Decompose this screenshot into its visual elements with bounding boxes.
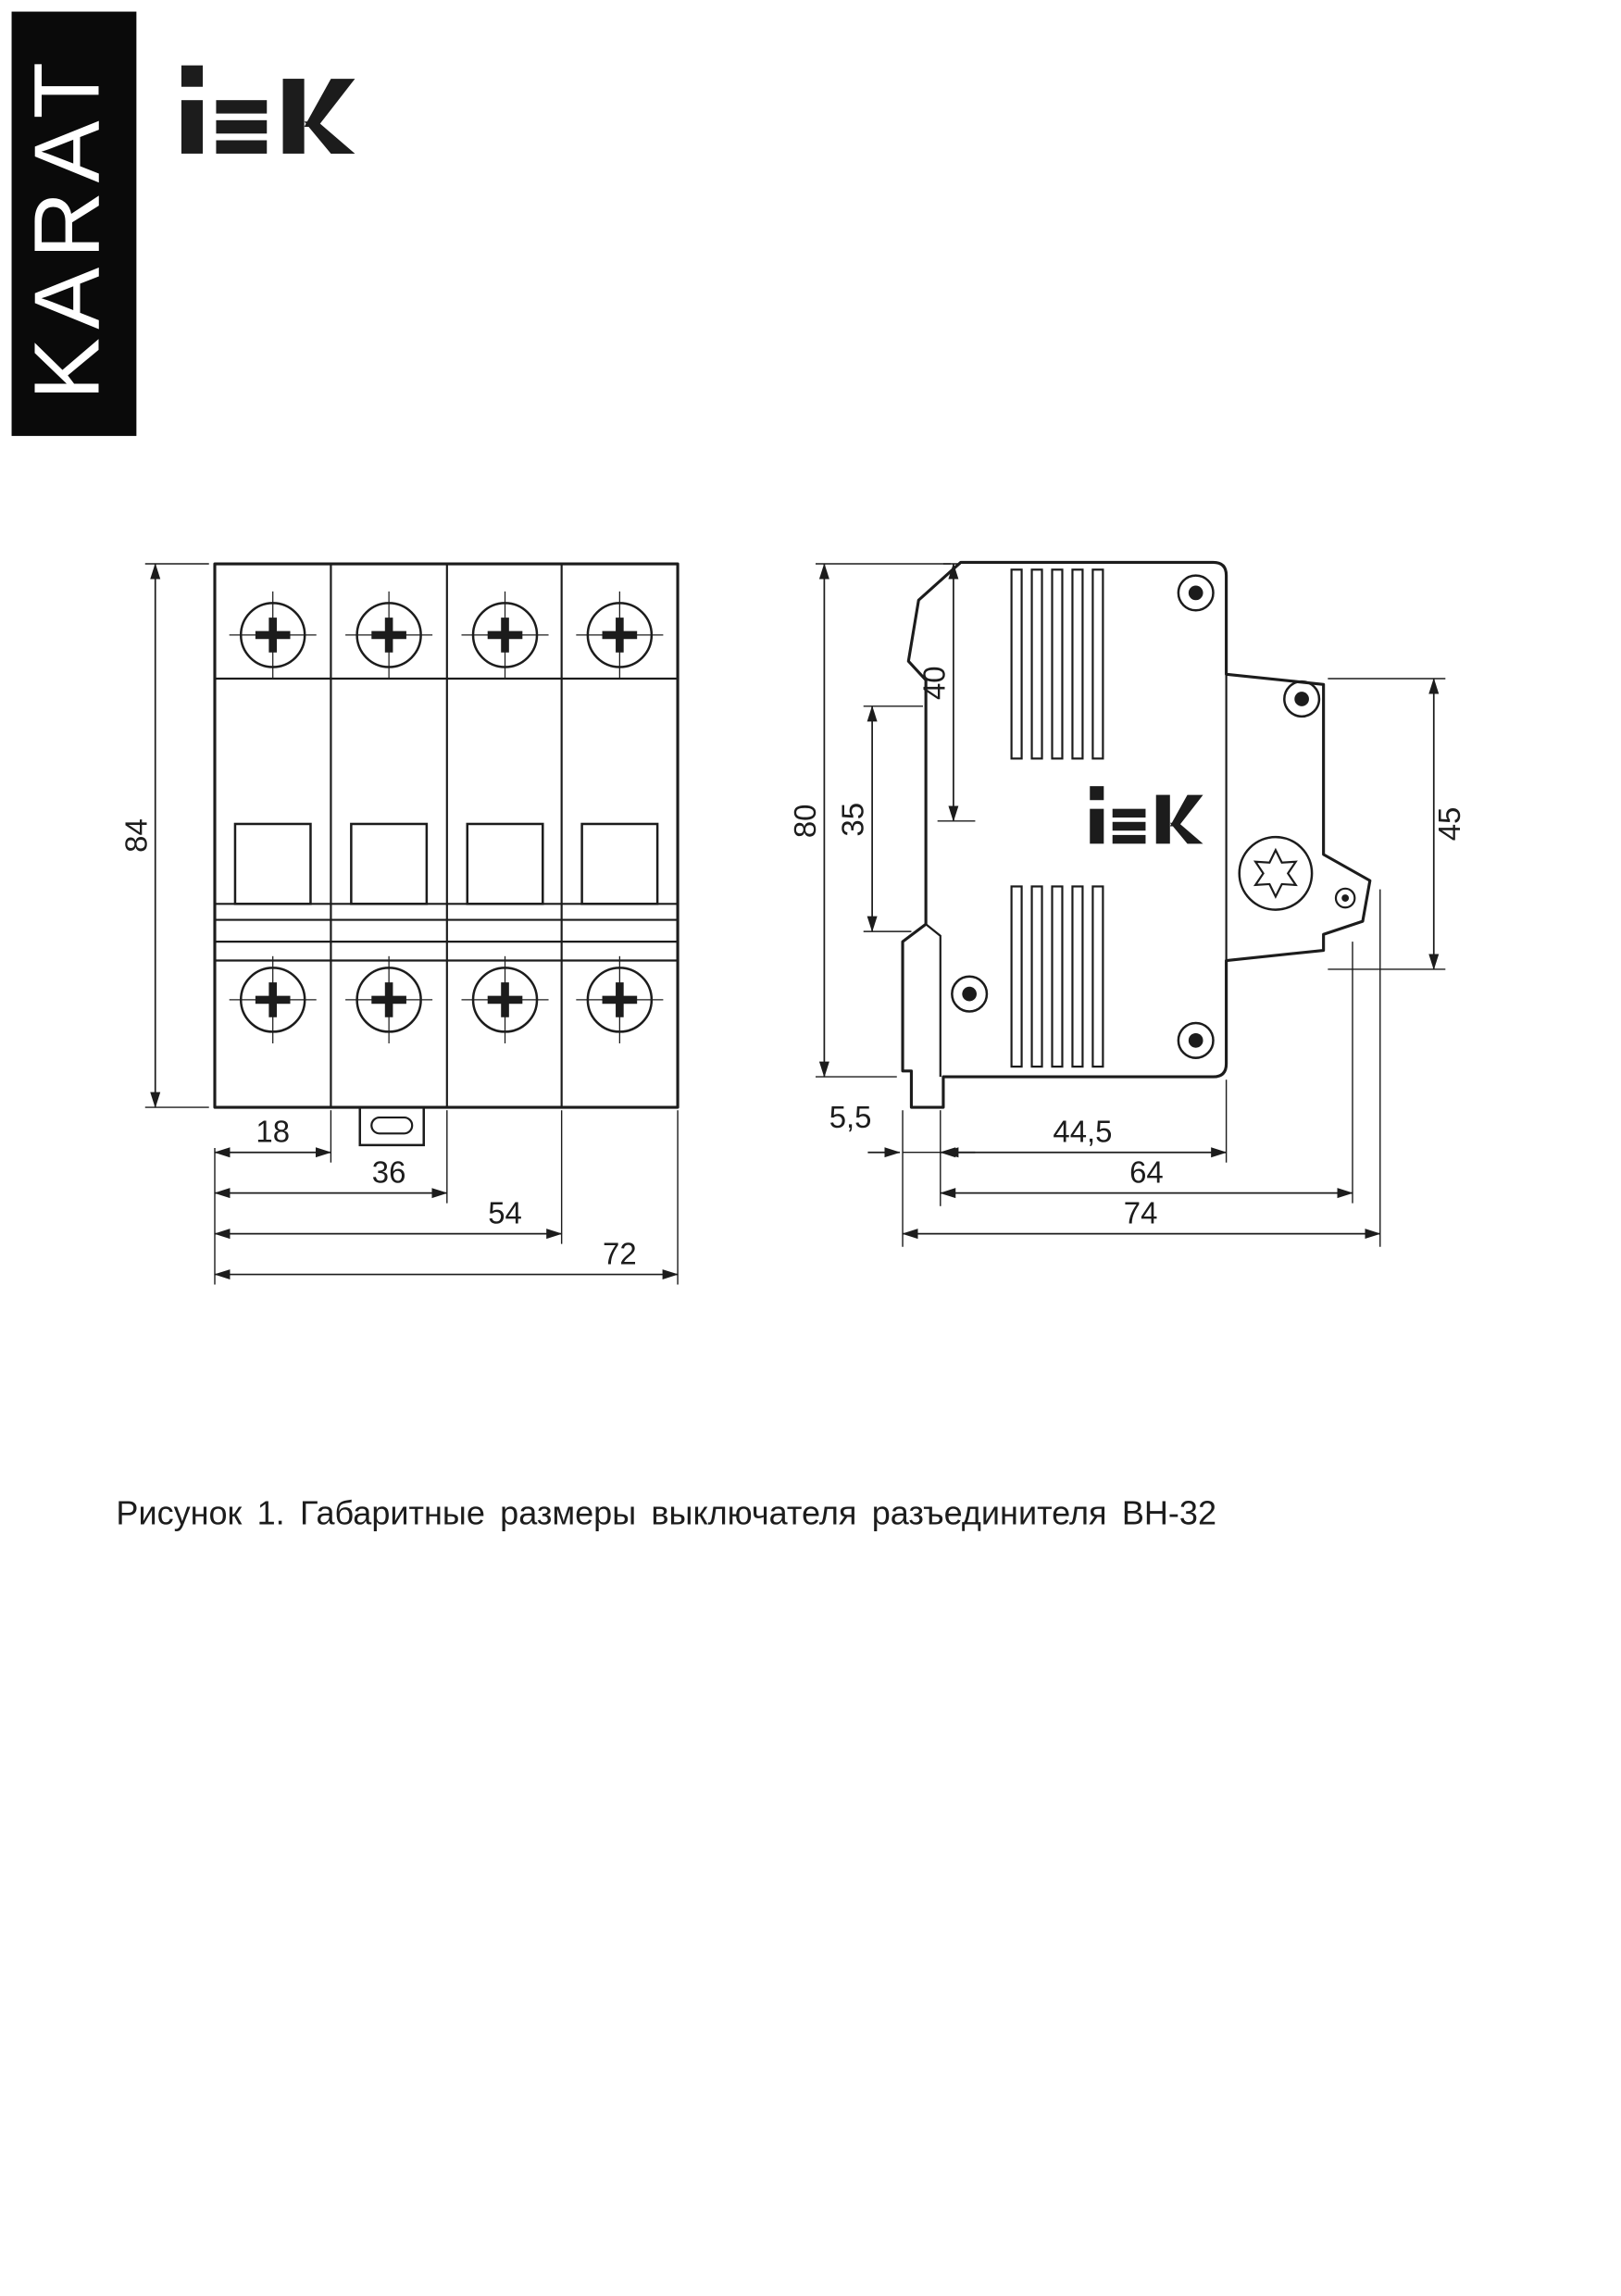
- iek-logo-side: [1090, 786, 1203, 843]
- dim-depths: [829, 890, 1380, 1247]
- din-rail-clip: [360, 1107, 424, 1145]
- dim-35-label: 35: [835, 802, 870, 837]
- front-view: [118, 564, 678, 1285]
- figure-caption: Рисунок 1. Габаритные размеры выключателя разъединителя ВН-32: [116, 1493, 1217, 1532]
- latch-detail: [1336, 889, 1354, 907]
- karat-brand-text: KARAT: [15, 53, 119, 401]
- front-view-body: [215, 564, 678, 1107]
- dim-72-label: 72: [603, 1236, 637, 1271]
- dim-18-label: 18: [256, 1114, 291, 1149]
- dim-height-84: [118, 564, 208, 1107]
- dim-64-label: 64: [1129, 1154, 1164, 1190]
- iek-logo: [181, 66, 355, 154]
- dim-36-label: 36: [371, 1154, 406, 1190]
- vent-ribs-bottom: [1012, 886, 1104, 1067]
- dim-84-label: 84: [118, 818, 154, 853]
- side-view: [788, 562, 1466, 1246]
- dim-54-label: 54: [488, 1195, 522, 1230]
- torx-screw-icon: [1240, 837, 1312, 909]
- dim-height-35: [836, 706, 923, 931]
- vent-ribs-top: [1012, 569, 1104, 758]
- side-view-body: [903, 562, 1370, 1107]
- dim-5-5-label: 5,5: [829, 1100, 872, 1135]
- iek-logo-glyphs: [181, 66, 355, 154]
- dim-44-5-label: 44,5: [1053, 1114, 1113, 1149]
- dim-45-label: 45: [1432, 806, 1466, 842]
- karat-sidebar: [12, 12, 137, 436]
- dim-40-label: 40: [916, 666, 952, 701]
- dim-widths: [215, 1110, 678, 1284]
- dim-80-label: 80: [788, 804, 822, 839]
- dim-74-label: 74: [1123, 1195, 1158, 1230]
